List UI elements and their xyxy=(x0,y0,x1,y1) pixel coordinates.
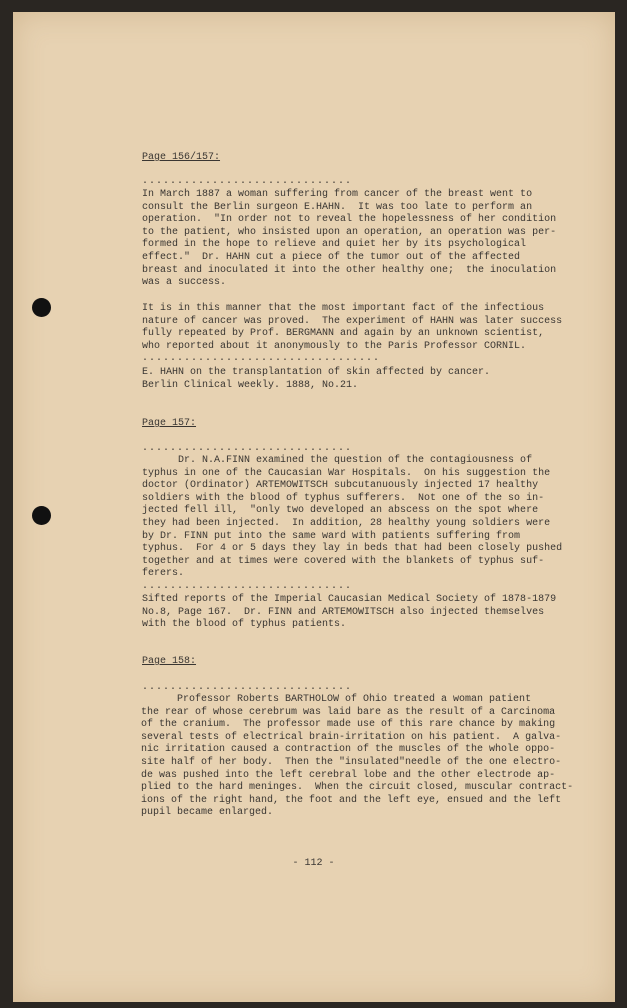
punch-hole-top xyxy=(32,298,51,317)
dotted-separator: .............................. xyxy=(142,443,353,454)
section-heading: Page 156/157: xyxy=(142,152,221,163)
dotted-separator: .............................. xyxy=(142,176,353,187)
section-heading: Page 158: xyxy=(142,656,197,667)
paragraph: It is in this manner that the most important fact of the infectious nature of cancer was proved. The experiment of HAHN was later success fully repeated by Prof. BERGMANN and again by an unknown scientist, who reported about it anonymously to the Paris Professor CORNIL. xyxy=(142,303,563,352)
dotted-separator: .................................. xyxy=(142,353,381,364)
page-number: - 112 - xyxy=(292,858,335,869)
section-heading: Page 157: xyxy=(142,418,197,429)
reference: Sifted reports of the Imperial Caucasian Medical Society of 1878-1879 No.8, Page 167. Dr. FINN and ARTEMOWITSCH also injected themselves with the blood of typhus patients. xyxy=(142,594,557,631)
paragraph: Dr. N.A.FINN examined the question of the contagiousness of typhus in one of the Caucasian War Hospitals. On his suggestion the doctor (Ordinator) ARTEMOWITSCH subcutanuously injected 17 healthy soldiers with the blood of typhus sufferers. Not one of the so in- jected fell ill, "only two developed an abscess on the spot where they had been injected. In addition, 28 healthy young soldiers were by Dr. FINN put into the same ward with patients suffering from typhus. For 4 or 5 days they lay in beds that had been closely pushed together and at times were covered with the blankets of typhus suf- ferers. xyxy=(142,455,563,580)
punch-hole-bottom xyxy=(32,506,51,525)
paragraph: In March 1887 a woman suffering from cancer of the breast went to consult the Berlin surgeon E.HAHN. It was too late to perform an operation. "In order not to reveal the hopelessness of her condition to the patient, who insisted upon an operation, an operation was per- formed in the hope to relieve and quiet her by its psychological effect." Dr. HAHN cut a piece of the tumor out of the affected breast and inoculated it into the other healthy one; the inoculation was a success. xyxy=(142,189,557,289)
paragraph: Professor Roberts BARTHOLOW of Ohio treated a woman patient the rear of whose cerebrum was laid bare as the result of a Carcinoma of the cranium. The professor made use of this rare chance by making several tests of electrical brain-irritation on his patient. A galva- nic irritation caused a contraction of the muscles of the whole oppo- site half of her body. Then the "insulated"needle of the one electro- de was pushed into the left cerebral lobe and the other electrode ap- plied to the hard meninges. When the circuit closed, muscular contract- ions of the right hand, the foot and the left eye, ensued and the left pupil became enlarged. xyxy=(141,694,574,819)
dotted-separator: .............................. xyxy=(142,581,353,592)
reference: E. HAHN on the transplantation of skin affected by cancer. Berlin Clinical weekly. 1888, No.21. xyxy=(142,367,491,391)
dotted-separator: .............................. xyxy=(142,682,353,693)
